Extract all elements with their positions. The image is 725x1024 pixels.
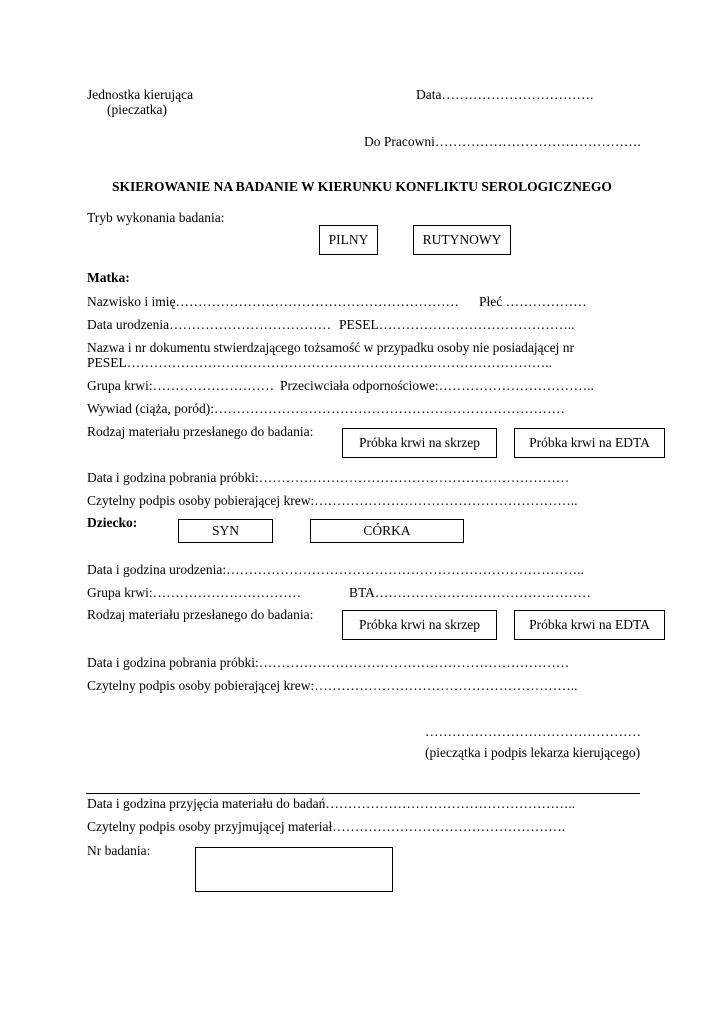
mother-sample-edta-checkbox[interactable]: Próbka krwi na EDTA xyxy=(514,428,665,458)
date-field[interactable]: Data……………………………. xyxy=(416,87,594,102)
mother-signature-field[interactable]: Czytelny podpis osoby pobierającej krew:………………………………………………….. xyxy=(87,493,578,508)
mother-name-field[interactable]: Nazwisko i imię……………………………………………………… xyxy=(87,294,459,309)
mode-label: Tryb wykonania badania: xyxy=(87,210,225,225)
mother-blood-group-field[interactable]: Grupa krwi:……………………… xyxy=(87,378,275,393)
mother-sex-field[interactable]: Płeć ……………… xyxy=(479,294,587,309)
child-material-label: Rodzaj materiału przesłanego do badania: xyxy=(87,607,314,622)
mother-pesel-field[interactable]: PESEL…………………………………….. xyxy=(339,317,575,332)
child-sample-edta-checkbox[interactable]: Próbka krwi na EDTA xyxy=(514,610,665,640)
routine-checkbox[interactable]: RUTYNOWY xyxy=(413,225,511,255)
mother-history-field[interactable]: Wywiad (ciąża, poród):…………………………………………………………………… xyxy=(87,401,566,416)
test-number-box[interactable] xyxy=(195,847,393,892)
child-blood-group-field[interactable]: Grupa krwi:…………………………… xyxy=(87,585,302,600)
child-signature-field[interactable]: Czytelny podpis osoby pobierającej krew:………………………………………………….. xyxy=(87,678,578,693)
daughter-checkbox[interactable]: CÓRKA xyxy=(310,519,464,543)
son-checkbox[interactable]: SYN xyxy=(178,519,273,543)
page-title: SKIEROWANIE NA BADANIE W KIERUNKU KONFLIKTU SEROLOGICZNEGO xyxy=(112,179,612,194)
mother-sampling-time-field[interactable]: Data i godzina pobrania próbki:…………………………………………………………… xyxy=(87,470,570,485)
doctor-signature-label: (pieczątka i podpis lekarza kierującego) xyxy=(425,745,641,760)
test-number-label: Nr badania: xyxy=(87,843,151,858)
stamp-label: (pieczatka) xyxy=(107,102,167,117)
child-birth-time-field[interactable]: Data i godzina urodzenia:…………………………………………………………………….. xyxy=(87,562,584,577)
mother-sample-clot-checkbox[interactable]: Próbka krwi na skrzep xyxy=(342,428,497,458)
laboratory-field[interactable]: Do Pracowni………………………………………. xyxy=(364,134,641,149)
mother-birth-date-field[interactable]: Data urodzenia……………………………… xyxy=(87,317,332,332)
material-received-field[interactable]: Data i godzina przyjęcia materiału do badań……………………………………………….. xyxy=(87,796,576,811)
section-divider xyxy=(86,793,640,794)
child-heading: Dziecko: xyxy=(87,515,138,530)
doctor-signature-field[interactable]: ………………………………………… xyxy=(425,724,641,739)
mother-document-field[interactable]: PESEL………………………………………………………………………………….. xyxy=(87,355,553,370)
urgent-checkbox[interactable]: PILNY xyxy=(319,225,378,255)
mother-heading: Matka: xyxy=(87,270,130,285)
mother-document-label: Nazwa i nr dokumentu stwierdzającego tożsamość w przypadku osoby nie posiadającej nr xyxy=(87,340,574,355)
child-sampling-time-field[interactable]: Data i godzina pobrania próbki:…………………………………………………………… xyxy=(87,655,570,670)
mother-material-label: Rodzaj materiału przesłanego do badania: xyxy=(87,424,314,439)
referring-unit-label: Jednostka kierująca xyxy=(87,87,194,102)
child-bta-field[interactable]: BTA………………………………………… xyxy=(349,585,591,600)
receiver-signature-field[interactable]: Czytelny podpis osoby przyjmującej materiał……………………………………………. xyxy=(87,819,566,834)
mother-antibodies-field[interactable]: Przeciwciała odpornościowe:…………………………….. xyxy=(280,378,594,393)
child-sample-clot-checkbox[interactable]: Próbka krwi na skrzep xyxy=(342,610,497,640)
